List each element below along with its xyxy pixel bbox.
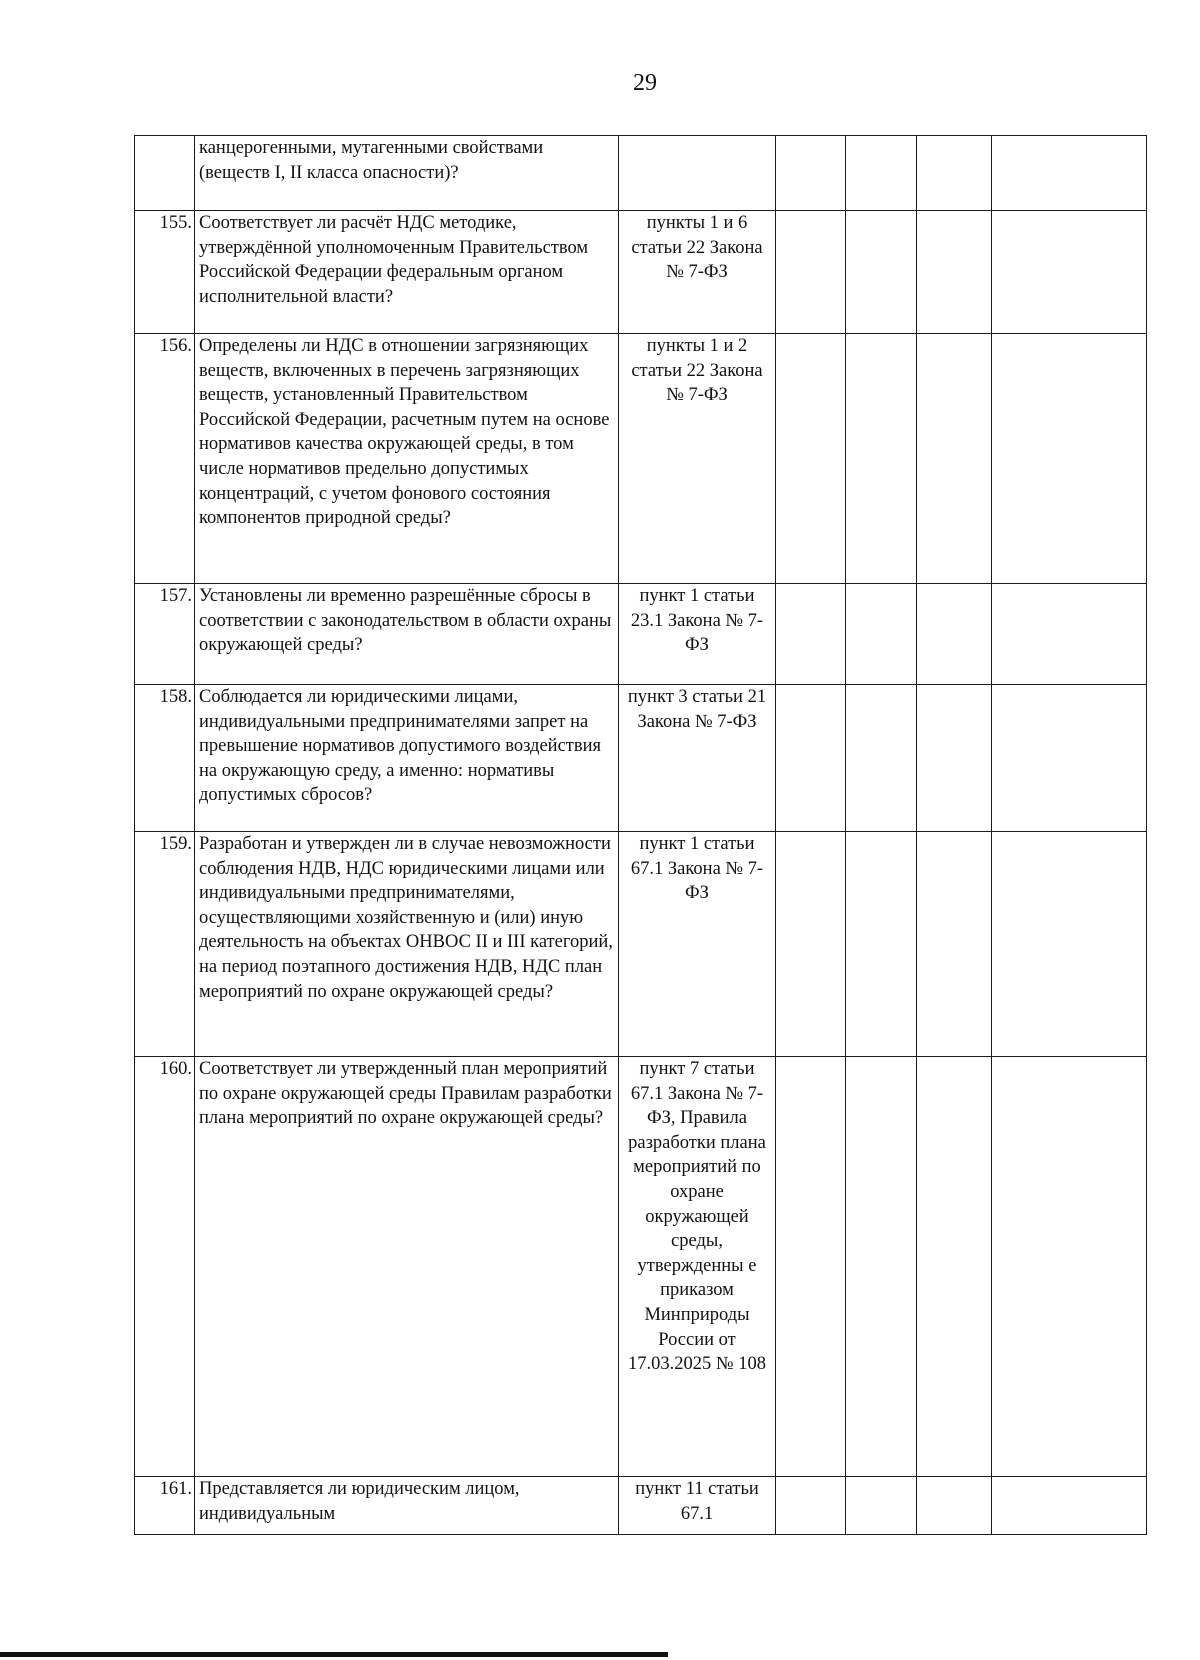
answer-cell	[846, 1477, 917, 1535]
legal-reference: пункты 1 и 6 статьи 22 Закона № 7-ФЗ	[619, 211, 776, 334]
legal-reference: пункт 11 статьи 67.1	[619, 1477, 776, 1535]
note-cell	[992, 334, 1147, 584]
answer-cell	[776, 136, 846, 211]
answer-cell	[917, 685, 992, 832]
answer-cell	[917, 136, 992, 211]
table-row	[135, 1477, 1147, 1535]
note-cell	[992, 584, 1147, 685]
answer-cell	[776, 832, 846, 1057]
answer-cell	[846, 136, 917, 211]
answer-cell	[917, 832, 992, 1057]
answer-cell	[846, 334, 917, 584]
row-number: 155.	[135, 211, 195, 334]
table-row	[135, 136, 1147, 211]
answer-cell	[846, 685, 917, 832]
row-number: 156.	[135, 334, 195, 584]
answer-cell	[917, 334, 992, 584]
checklist-table	[134, 135, 1147, 1535]
row-number: 159.	[135, 832, 195, 1057]
row-number: 157.	[135, 584, 195, 685]
legal-reference: пункт 3 статьи 21 Закона № 7-ФЗ	[619, 685, 776, 832]
answer-cell	[917, 1477, 992, 1535]
table-row	[135, 685, 1147, 832]
legal-reference	[619, 136, 776, 211]
answer-cell	[846, 584, 917, 685]
legal-reference: пункт 1 статьи 23.1 Закона № 7-ФЗ	[619, 584, 776, 685]
answer-cell	[917, 584, 992, 685]
note-cell	[992, 211, 1147, 334]
question-text: Установлены ли временно разрешённые сбросы в соответствии с законодательством в области охраны окружающей среды?	[195, 584, 619, 685]
row-number	[135, 136, 195, 211]
question-text: Определены ли НДС в отношении загрязняющих веществ, включенных в перечень загрязняющих веществ, установленный Правительством Российской Федерации, расчетным путем на основе нормативов качества окружающей среды, в том числе нормативов предельно допустимых концентраций, с учетом фонового состояния компонентов природной среды?	[195, 334, 619, 584]
row-number: 158.	[135, 685, 195, 832]
table-row	[135, 584, 1147, 685]
answer-cell	[917, 1057, 992, 1477]
table-row	[135, 1057, 1147, 1477]
scan-edge-bar	[0, 1652, 668, 1657]
answer-cell	[776, 1057, 846, 1477]
note-cell	[992, 136, 1147, 211]
legal-reference: пункт 7 статьи 67.1 Закона № 7-ФЗ, Правила разработки плана мероприятий по охране окружающей среды, утвержденны е приказом Минприроды России от 17.03.2025 № 108	[619, 1057, 776, 1477]
question-text: Соответствует ли утвержденный план мероприятий по охране окружающей среды Правилам разработки плана мероприятий по охране окружающей среды?	[195, 1057, 619, 1477]
answer-cell	[917, 211, 992, 334]
note-cell	[992, 1477, 1147, 1535]
row-number: 161.	[135, 1477, 195, 1535]
question-text: Представляется ли юридическим лицом, индивидуальным	[195, 1477, 619, 1535]
answer-cell	[776, 584, 846, 685]
note-cell	[992, 832, 1147, 1057]
answer-cell	[776, 1477, 846, 1535]
answer-cell	[776, 685, 846, 832]
answer-cell	[846, 832, 917, 1057]
legal-reference: пункт 1 статьи 67.1 Закона № 7-ФЗ	[619, 832, 776, 1057]
row-number: 160.	[135, 1057, 195, 1477]
table-row	[135, 832, 1147, 1057]
question-text: Соответствует ли расчёт НДС методике, утверждённой уполномоченным Правительством Российской Федерации федеральным органом исполнительной власти?	[195, 211, 619, 334]
page-number: 29	[633, 70, 657, 96]
answer-cell	[776, 211, 846, 334]
answer-cell	[776, 334, 846, 584]
answer-cell	[846, 211, 917, 334]
note-cell	[992, 685, 1147, 832]
table-row	[135, 334, 1147, 584]
question-text: канцерогенными, мутагенными свойствами (веществ I, II класса опасности)?	[195, 136, 619, 211]
table-row	[135, 211, 1147, 334]
legal-reference: пункты 1 и 2 статьи 22 Закона № 7-ФЗ	[619, 334, 776, 584]
answer-cell	[846, 1057, 917, 1477]
note-cell	[992, 1057, 1147, 1477]
question-text: Соблюдается ли юридическими лицами, индивидуальными предпринимателями запрет на превышение нормативов допустимого воздействия на окружающую среду, а именно: нормативы допустимых сбросов?	[195, 685, 619, 832]
question-text: Разработан и утвержден ли в случае невозможности соблюдения НДВ, НДС юридическими лицами или индивидуальными предпринимателями, осуществляющими хозяйственную и (или) иную деятельность на объектах ОНВОС II и III категорий, на период поэтапного достижения НДВ, НДС план мероприятий по охране окружающей среды?	[195, 832, 619, 1057]
